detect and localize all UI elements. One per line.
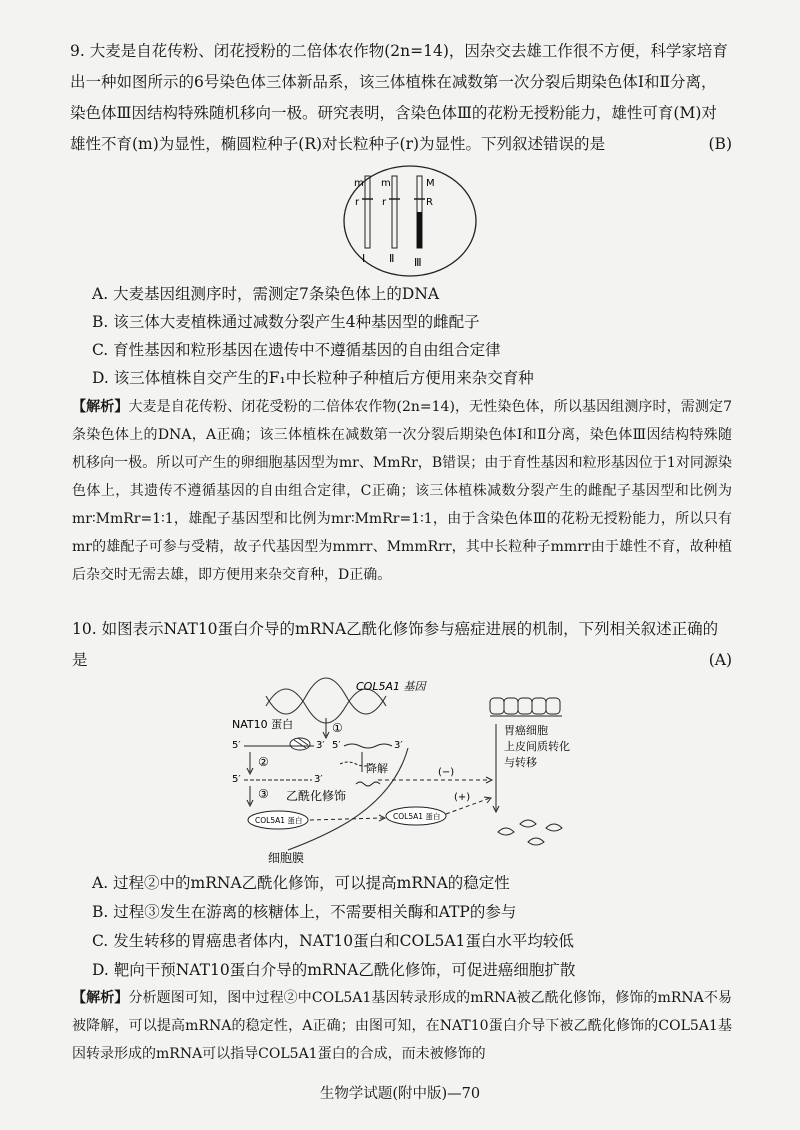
gene-label: M <box>426 178 435 189</box>
q10-answer: (A) <box>708 651 732 669</box>
gene-label: COL5A1 基因 <box>356 680 426 693</box>
box-label: 胃癌细胞 上皮间质转化与转移 <box>504 724 570 769</box>
chromosome-1 <box>365 176 370 248</box>
svg-text:②: ② <box>258 755 269 769</box>
q10-option-d: D. 靶向干预NAT10蛋白介导的mRNA乙酰化修饰，可促进癌细胞扩散 <box>92 961 576 979</box>
q10-option-c: C. 发生转移的胃癌患者体内，NAT10蛋白和COL5A1蛋白水平均较低 <box>92 932 574 950</box>
q9-option-b: B. 该三体大麦植株通过减数分裂产生4种基因型的雌配子 <box>92 313 480 331</box>
q10-mechanism-figure <box>228 672 588 868</box>
acetyl-label: 乙酰化修饰 <box>286 789 347 803</box>
q10-option-a: A. 过程②中的mRNA乙酰化修饰，可以提高mRNA的稳定性 <box>92 874 510 892</box>
plus-label: (+) <box>454 792 471 803</box>
chromosome-label: Ⅲ <box>414 256 422 269</box>
svg-text:①: ① <box>332 721 343 735</box>
svg-text:3′: 3′ <box>394 740 403 751</box>
minus-label: (−) <box>438 767 455 778</box>
q9-option-c: C. 育性基因和粒形基因在遗传中不遵循基因的自由组合定律 <box>92 341 501 359</box>
svg-text:5′: 5′ <box>232 740 241 751</box>
q9-chromosome-figure <box>340 162 480 280</box>
page-footer: 生物学试题(附中版)—70 <box>319 1086 481 1102</box>
gene-label: r <box>382 197 387 208</box>
svg-text:5′: 5′ <box>232 774 241 785</box>
membrane-label: 细胞膜 <box>268 851 305 865</box>
q9-explanation: 【解析】大麦是自花传粉、闭花受粉的二倍体农作物(2n=14)，无性染色体，所以基因组测序时，需测定7条染色体上的DNA，A正确；该三体植株在减数第一次分裂后期染色体Ⅰ和Ⅱ分离，染色体Ⅲ因结构特殊随机移向一极。所以可产生的卵细胞基因型为mr、MmRr，B错误；由于育性基因和粒形基因位于1对同源染色体上，其遗传不遵循基因的自由组合定律，C正确；该三体植株减数分裂产生的雌配子基因型和比例为mr∶MmRr=1∶1，雄配子基因型和比例为mr∶MmRr=1∶1，由于含染色体Ⅲ的花粉无授粉能力，所以只有mr的雄配子可参与受精，故子代基因型为mmrr、MmmRrr，其中长粒种子mmrr由于雄性不育，故种植后杂交时无需去雄，即方便用来杂交育种，D正确。 <box>72 399 732 583</box>
nat10-label: NAT10 蛋白 <box>232 718 294 731</box>
gene-label: m <box>381 178 391 189</box>
q9-stem: 9. 大麦是自花传粉、闭花授粉的二倍体农作物(2n=14)，因杂交去雄工作很不方便，科学家培育出一种如图所示的6号染色体三体新品系，该三体植株在减数第一次分裂后期染色体Ⅰ和Ⅱ分离，染色体Ⅲ因结构特殊随机移向一极。研究表明，含染色体Ⅲ的花粉无授粉能力，雄性可育(M)对雄性不育(m)为显性，椭圆粒种子(R)对长粒种子(r)为显性。下列叙述错误的是 (B) <box>70 36 732 160</box>
svg-text:COL5A1 蛋白: COL5A1 蛋白 <box>255 816 303 825</box>
q10-explanation: 【解析】分析题图可知，图中过程②中COL5A1基因转录形成的mRNA被乙酰化修饰，修饰的mRNA不易被降解，可以提高mRNA的稳定性，A正确；由图可知，在NAT10蛋白介导下被乙酰化修饰的COL5A1基因转录形成的mRNA可以指导COL5A1蛋白的合成，而未被修饰的 <box>72 990 733 1062</box>
svg-text:3′: 3′ <box>314 774 323 785</box>
explanation-tag: 【解析】 <box>72 399 129 415</box>
svg-text:COL5A1 蛋白: COL5A1 蛋白 <box>393 812 441 821</box>
svg-text:5′: 5′ <box>332 740 341 751</box>
q10-option-b: B. 过程③发生在游离的核糖体上，不需要相关酶和ATP的参与 <box>92 903 517 921</box>
epithelial-cells-icon <box>490 698 562 716</box>
chromosome-3-special-segment <box>417 212 422 248</box>
q9-option-d: D. 该三体植株自交产生的F₁中长粒种子种植后方便用来杂交育种 <box>92 369 534 387</box>
explanation-tag: 【解析】 <box>72 990 129 1006</box>
chromosome-2 <box>392 176 397 248</box>
svg-text:3′: 3′ <box>316 740 325 751</box>
gene-label: R <box>426 197 433 208</box>
migrating-cells-icon <box>498 820 562 845</box>
svg-text:③: ③ <box>258 787 269 801</box>
gene-label: m <box>354 178 364 189</box>
q9-answer: (B) <box>708 135 732 153</box>
chromosome-label: Ⅱ <box>389 252 395 265</box>
chromosome-label: Ⅰ <box>362 252 366 265</box>
degrade-label: 降解 <box>366 762 388 775</box>
q10-stem: 10. 如图表示NAT10蛋白介导的mRNA乙酰化修饰参与癌症进展的机制，下列相关叙述正确的是 (A) <box>72 614 732 676</box>
q9-option-a: A. 大麦基因组测序时，需测定7条染色体上的DNA <box>92 285 440 303</box>
gene-label: r <box>355 197 360 208</box>
